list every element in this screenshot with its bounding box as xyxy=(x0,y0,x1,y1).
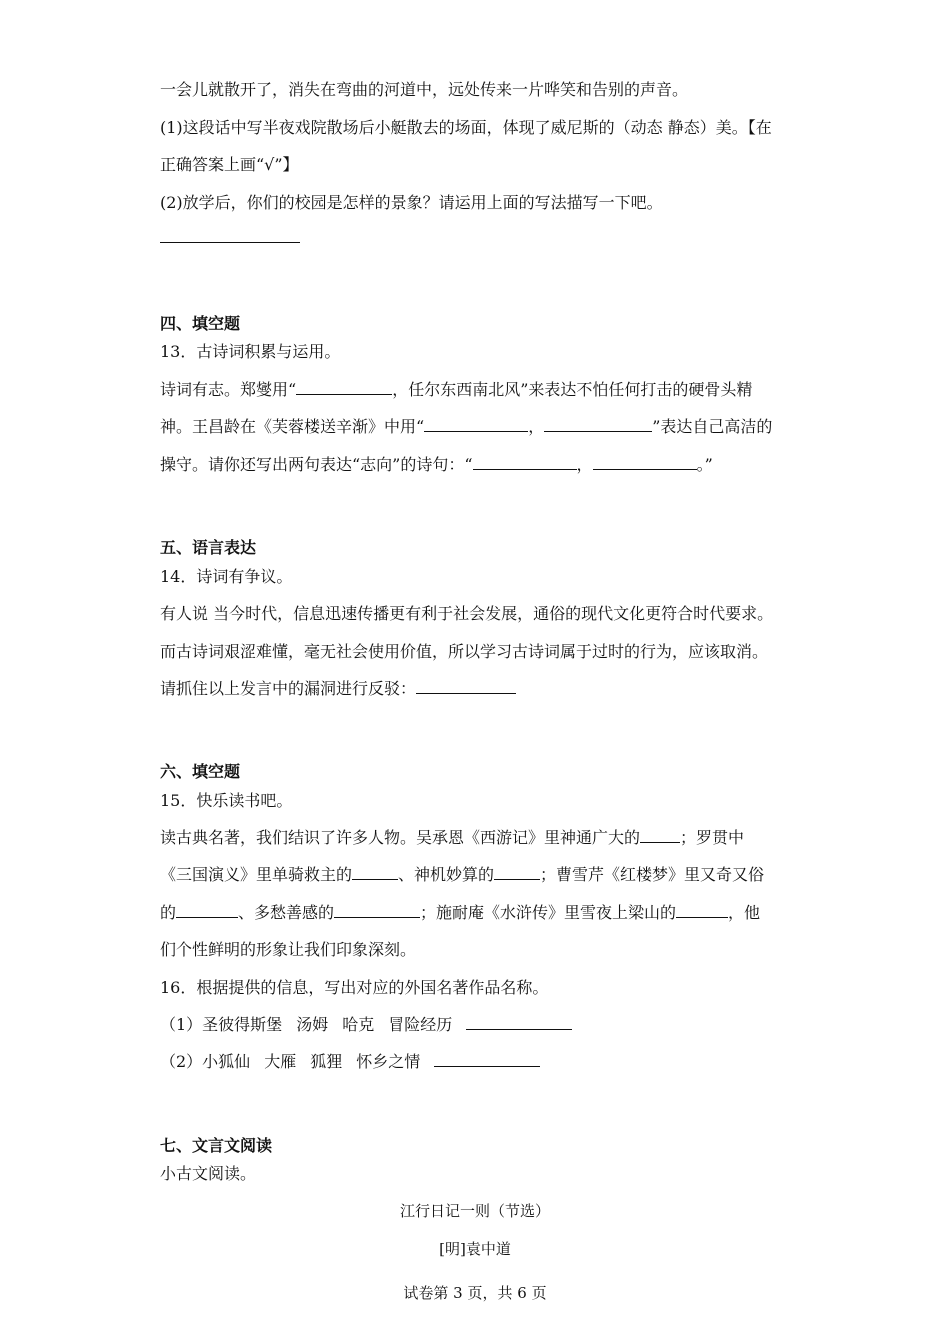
q16-clue: （1）圣彼得斯堡 xyxy=(160,1015,283,1034)
q13-text: 神。王昌龄在《芙蓉楼送辛渐》中用“ xyxy=(160,417,425,436)
q12-sub1-line1: (1)这段话中写半夜戏院散场后小艇散去的场面，体现了威尼斯的（动态 静态）美。【在 xyxy=(160,118,772,137)
q13-text: ，任尔东西南北风”来表达不怕任何打击的硬骨头精 xyxy=(392,380,753,399)
q15-title: 15．快乐读书吧。 xyxy=(160,791,293,810)
q15-text: ，他 xyxy=(728,903,761,922)
q12-sub2: (2)放学后，你们的校园是怎样的景象？请运用上面的写法描写一下吧。 xyxy=(160,193,663,212)
q15-text: 的 xyxy=(160,903,177,922)
q12-answer-blank[interactable] xyxy=(160,228,300,248)
q16-clue: 哈克 xyxy=(342,1015,375,1034)
answer-blank[interactable] xyxy=(334,903,420,918)
q13-text: 。” xyxy=(696,455,713,474)
answer-blank[interactable] xyxy=(640,828,680,843)
page-footer: 试卷第 3 页，共 6 页 xyxy=(403,1284,547,1302)
q13-line1 xyxy=(160,380,752,400)
answer-blank[interactable] xyxy=(466,1015,572,1030)
q16-clue: 冒险经历 xyxy=(388,1015,453,1034)
q15-line1 xyxy=(160,828,744,848)
q14-title: 14．诗词有争议。 xyxy=(160,567,293,586)
q15-line2 xyxy=(160,865,764,885)
answer-blank[interactable] xyxy=(473,455,577,470)
q16-item1 xyxy=(160,1015,572,1035)
sec7-intro: 小古文阅读。 xyxy=(160,1164,257,1183)
q15-text: ；罗贯中 xyxy=(680,828,745,847)
q15-text: 读古典名著，我们结识了许多人物。吴承恩《西游记》里神通广大的 xyxy=(160,828,641,847)
section-6-heading: 六、填空题 xyxy=(160,762,241,781)
answer-blank[interactable] xyxy=(176,903,238,918)
q15-line3 xyxy=(160,903,760,923)
q14-line1: 有人说 当今时代，信息迅速传播更有利于社会发展，通俗的现代文化更符合时代要求。 xyxy=(160,604,774,623)
q13-line2 xyxy=(160,417,772,437)
answer-blank[interactable] xyxy=(296,380,392,395)
q14-line3 xyxy=(160,679,516,699)
answer-blank[interactable] xyxy=(424,417,528,432)
q16-title: 16．根据提供的信息，写出对应的外国名著作品名称。 xyxy=(160,978,549,997)
q16-clue: 怀乡之情 xyxy=(356,1052,421,1071)
q15-text: 、神机妙算的 xyxy=(398,865,495,884)
answer-blank[interactable] xyxy=(593,455,697,470)
q15-text: 、多愁善感的 xyxy=(238,903,335,922)
q13-text: 操守。请你还写出两句表达“志向”的诗句：“ xyxy=(160,455,473,474)
section-4-heading: 四、填空题 xyxy=(160,314,241,333)
q14-prompt: 请抓住以上发言中的漏洞进行反驳： xyxy=(160,679,417,698)
q15-text: ；曹雪芹《红楼梦》里又奇又俗 xyxy=(540,865,765,884)
q15-text: 《三国演义》里单骑救主的 xyxy=(160,865,353,884)
q13-text: ， xyxy=(576,455,593,474)
answer-blank[interactable] xyxy=(494,865,540,880)
q15-text: ；施耐庵《水浒传》里雪夜上梁山的 xyxy=(420,903,677,922)
section-5-heading: 五、语言表达 xyxy=(160,538,257,557)
q15-line4: 们个性鲜明的形象让我们印象深刻。 xyxy=(160,940,417,959)
q16-clue: 汤姆 xyxy=(296,1015,329,1034)
q13-text: ”表达自己高洁的 xyxy=(652,417,773,436)
answer-blank[interactable] xyxy=(676,903,728,918)
answer-blank[interactable] xyxy=(416,679,516,694)
q13-text: 诗词有志。郑燮用“ xyxy=(160,380,297,399)
section-7-heading: 七、文言文阅读 xyxy=(160,1136,273,1155)
passage-title: 江行日记一则（节选） xyxy=(399,1202,550,1220)
answer-blank[interactable] xyxy=(434,1052,540,1067)
q13-text: ， xyxy=(528,417,545,436)
passage-author: [明]袁中道 xyxy=(439,1240,511,1258)
q16-clue: （2）小狐仙 xyxy=(160,1052,251,1071)
answer-blank[interactable] xyxy=(352,865,398,880)
answer-blank[interactable] xyxy=(544,417,652,432)
q16-clue: 狐狸 xyxy=(310,1052,343,1071)
q16-item2 xyxy=(160,1052,540,1072)
q12-sub1-line2: 正确答案上画“√”】 xyxy=(160,155,299,174)
q12-text-end: 一会儿就散开了，消失在弯曲的河道中，远处传来一片哗笑和告别的声音。 xyxy=(160,80,689,99)
q16-clue: 大雁 xyxy=(264,1052,297,1071)
q13-title: 13．古诗词积累与运用。 xyxy=(160,342,341,361)
q14-line2: 而古诗词艰涩难懂，毫无社会使用价值，所以学习古诗词属于过时的行为，应该取消。 xyxy=(160,642,769,661)
q13-line3 xyxy=(160,455,713,475)
